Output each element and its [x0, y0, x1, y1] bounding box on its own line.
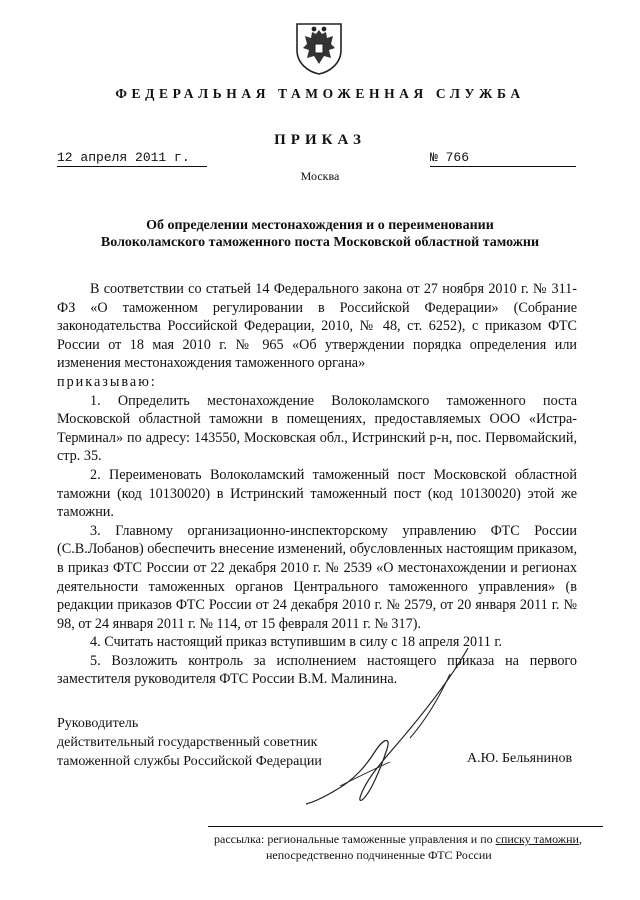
order-date: 12 апреля 2011 г.: [57, 150, 207, 167]
distribution-divider: [208, 826, 603, 827]
signatory-role: [57, 714, 322, 771]
order-item: 1. Определить местонахождение Волоколамского таможенного поста Московской областной таможни в помещениях, предоставляемых ООО «Истра-Терминал» по адресу: 143550, Московская обл., Истринский р-н, пос. Первомайский, стр. 35.: [57, 392, 577, 465]
distribution-underlined: списку таможни: [495, 832, 579, 846]
signatory-name: А.Ю. Бельянинов: [467, 751, 573, 766]
signatory-role-line: Руководитель: [57, 716, 139, 731]
order-title: [70, 217, 570, 251]
document-type: ПРИКАЗ: [274, 132, 366, 148]
distribution-suffix: ,: [578, 832, 582, 846]
handwritten-signature: [300, 640, 500, 810]
coat-of-arms-icon: [293, 20, 345, 76]
order-item: 2. Переименовать Волоколамский таможенный пост Московской областной таможни (код 10130020) в Истринский таможенный пост (код 10130020) этой же таможни.: [57, 466, 577, 521]
order-item: 5. Возложить контроль за исполнением настоящего приказа на первого заместителя руководителя ФТС России В.М. Малинина.: [57, 652, 577, 688]
order-title-line1: Об определении местонахождения и о переименовании: [146, 218, 494, 233]
distribution-line2: непосредственно подчиненные ФТС России: [266, 848, 492, 862]
preamble: В соответствии со статьей 14 Федерального закона от 27 ноября 2010 г. № 311-ФЗ «О таможенном регулировании в Российской Федерации» (Собрание законодательства Российской Федерации, 2010, № 48, ст. 6252), с приказом ФТС России от 18 мая 2010 г. № 965 «Об утверждении порядка определения или изменения местонахождения таможенного органа»: [57, 281, 577, 372]
signatory-role-line: действительный государственный советник: [57, 735, 318, 750]
order-body: [57, 280, 577, 689]
distribution-prefix: рассылка: региональные таможенные управления и по: [214, 832, 496, 846]
signatory-role-line: таможенной службы Российской Федерации: [57, 754, 322, 769]
order-item: 4. Считать настоящий приказ вступившим в силу с 18 апреля 2011 г.: [90, 634, 503, 651]
order-city: Москва: [300, 169, 340, 183]
order-number: № 766: [430, 150, 576, 167]
agency-name: ФЕДЕРАЛЬНАЯ ТАМОЖЕННАЯ СЛУЖБА: [115, 86, 525, 101]
order-word: приказываю:: [57, 373, 157, 390]
order-item: 3. Главному организационно-инспекторскому управлению ФТС России (С.В.Лобанов) обеспечить внесение изменений, обусловленных настоящим приказом, в приказ ФТС России от 22 декабря 2010 г. № 2539 «О местонахождении и регионах деятельности таможенных органов Центрального таможенного управления» (в редакции приказов ФТС России от 24 декабря 2010 г. № 2579, от 20 января 2011 г. № 98, от 24 января 2011 г. № 114, от 15 февраля 2011 г. № 317).: [57, 522, 577, 632]
distribution-list: [214, 831, 604, 863]
order-title-line2: Волоколамского таможенного поста Московской областной таможни: [100, 235, 540, 250]
